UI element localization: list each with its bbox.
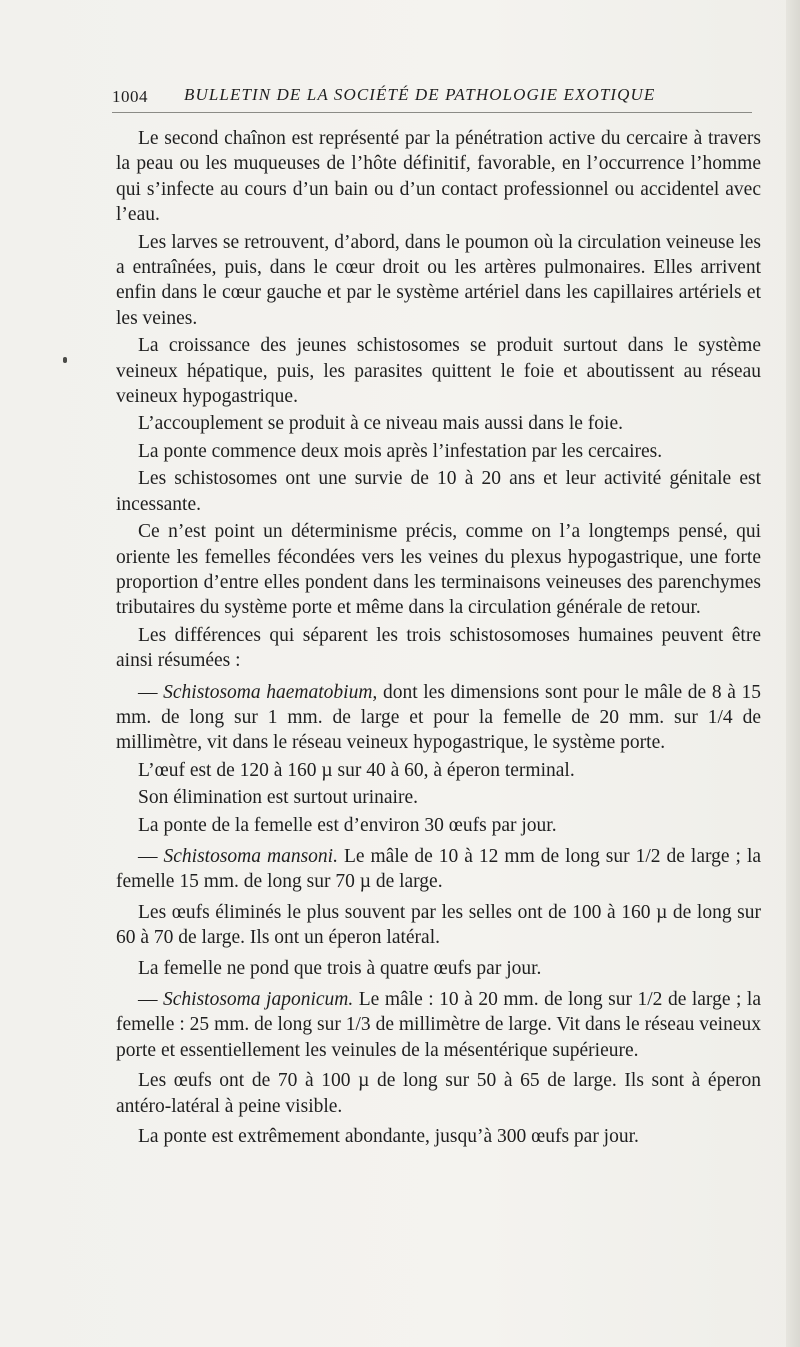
paragraph: La croissance des jeunes schistosomes se produit surtout dans le système veineux hépatique, puis, les parasites quittent le foie et aboutissent au réseau veineux hypogastrique. [116, 335, 761, 408]
species-name: Schistosoma japonicum. [163, 989, 354, 1010]
dash-lead: — [138, 989, 164, 1010]
species-description: Le mâle : 10 à 20 mm. de long sur 1/2 de large ; la femelle : 25 mm. de long sur 1/3 de millimètre de large. Vit dans le réseau veineux porte et essentiellement les veinules de la mésentérique supérieure. [116, 989, 761, 1061]
species-paragraph-mansoni [116, 844, 761, 895]
paragraph: Les œufs éliminés le plus souvent par les selles ont de 100 à 160 µ de long sur 60 à 70 de large. Ils ont un éperon latéral. [116, 901, 761, 949]
paragraph: Le second chaînon est représenté par la pénétration active du cercaire à travers la peau ou les muqueuses de l’hôte définitif, favorable, en l’occurrence l’homme qui s’infecte au cours d’un bain ou d’un contact professionnel ou accidentel avec l’eau. [116, 128, 761, 226]
paragraph: L’œuf est de 120 à 160 µ sur 40 à 60, à éperon terminal. [138, 759, 575, 781]
species-paragraph-japonicum [116, 987, 761, 1063]
header-rule [112, 112, 752, 113]
paragraph: La ponte commence deux mois après l’infestation par les cercaires. [138, 440, 663, 462]
paragraph: La femelle ne pond que trois à quatre œufs par jour. [138, 957, 542, 979]
dash-lead: — [138, 681, 164, 703]
dash-lead: — [138, 845, 164, 867]
page-number: 1004 [112, 87, 148, 106]
species-description: dont les dimensions sont pour le mâle de 8 à 15 mm. de long sur 1 mm. de large et pour la femelle de 20 mm. sur 1/4 de millimètre, vit dans le réseau veineux hypogastrique, le système porte. [116, 681, 761, 754]
species-name: Schistosoma mansoni. [163, 845, 338, 867]
running-header [112, 85, 752, 111]
paragraph: Les différences qui séparent les trois schistosomoses humaines peuvent être ainsi résumées : [116, 624, 761, 672]
paragraph: Les larves se retrouvent, d’abord, dans le poumon où la circulation veineuse les a entraînées, puis, dans le cœur droit ou les artères pulmonaires. Elles arrivent enfin dans le cœur gauche et par le système artériel dans les capillaires artériels et les veines. [116, 231, 761, 329]
journal-title: BULLETIN DE LA SOCIÉTÉ DE PATHOLOGIE EXOTIQUE [184, 85, 656, 104]
paragraph: L’accouplement se produit à ce niveau mais aussi dans le foie. [138, 413, 623, 435]
paragraph: Ce n’est point un déterminisme précis, comme on l’a longtemps pensé, qui oriente les femelles fécondées vers les veines du plexus hypogastrique, une forte proportion d’entre elles pondent dans les terminaisons veineuses des parenchymes tributaires du système porte et même dans la circulation générale de retour. [116, 521, 761, 619]
page-edge [786, 0, 800, 1347]
paragraph: Les schistosomes ont une survie de 10 à 20 ans et leur activité génitale est incessante. [116, 468, 761, 515]
species-paragraph-haematobium [116, 680, 761, 756]
species-name: Schistosoma haematobium, [163, 681, 378, 703]
paragraph: La ponte de la femelle est d’environ 30 œufs par jour. [138, 814, 557, 836]
paragraph: La ponte est extrêmement abondante, jusqu’à 300 œufs par jour. [138, 1126, 639, 1148]
article-body [116, 126, 761, 1151]
paragraph: Son élimination est surtout urinaire. [138, 787, 418, 809]
species-description: Le mâle de 10 à 12 mm de long sur 1/2 de large ; la femelle 15 mm. de long sur 70 µ de large. [116, 845, 762, 893]
paragraph: Les œufs ont de 70 à 100 µ de long sur 50 à 65 de large. Ils sont à éperon antéro-latéral à peine visible. [116, 1070, 761, 1117]
margin-mark [63, 357, 67, 363]
